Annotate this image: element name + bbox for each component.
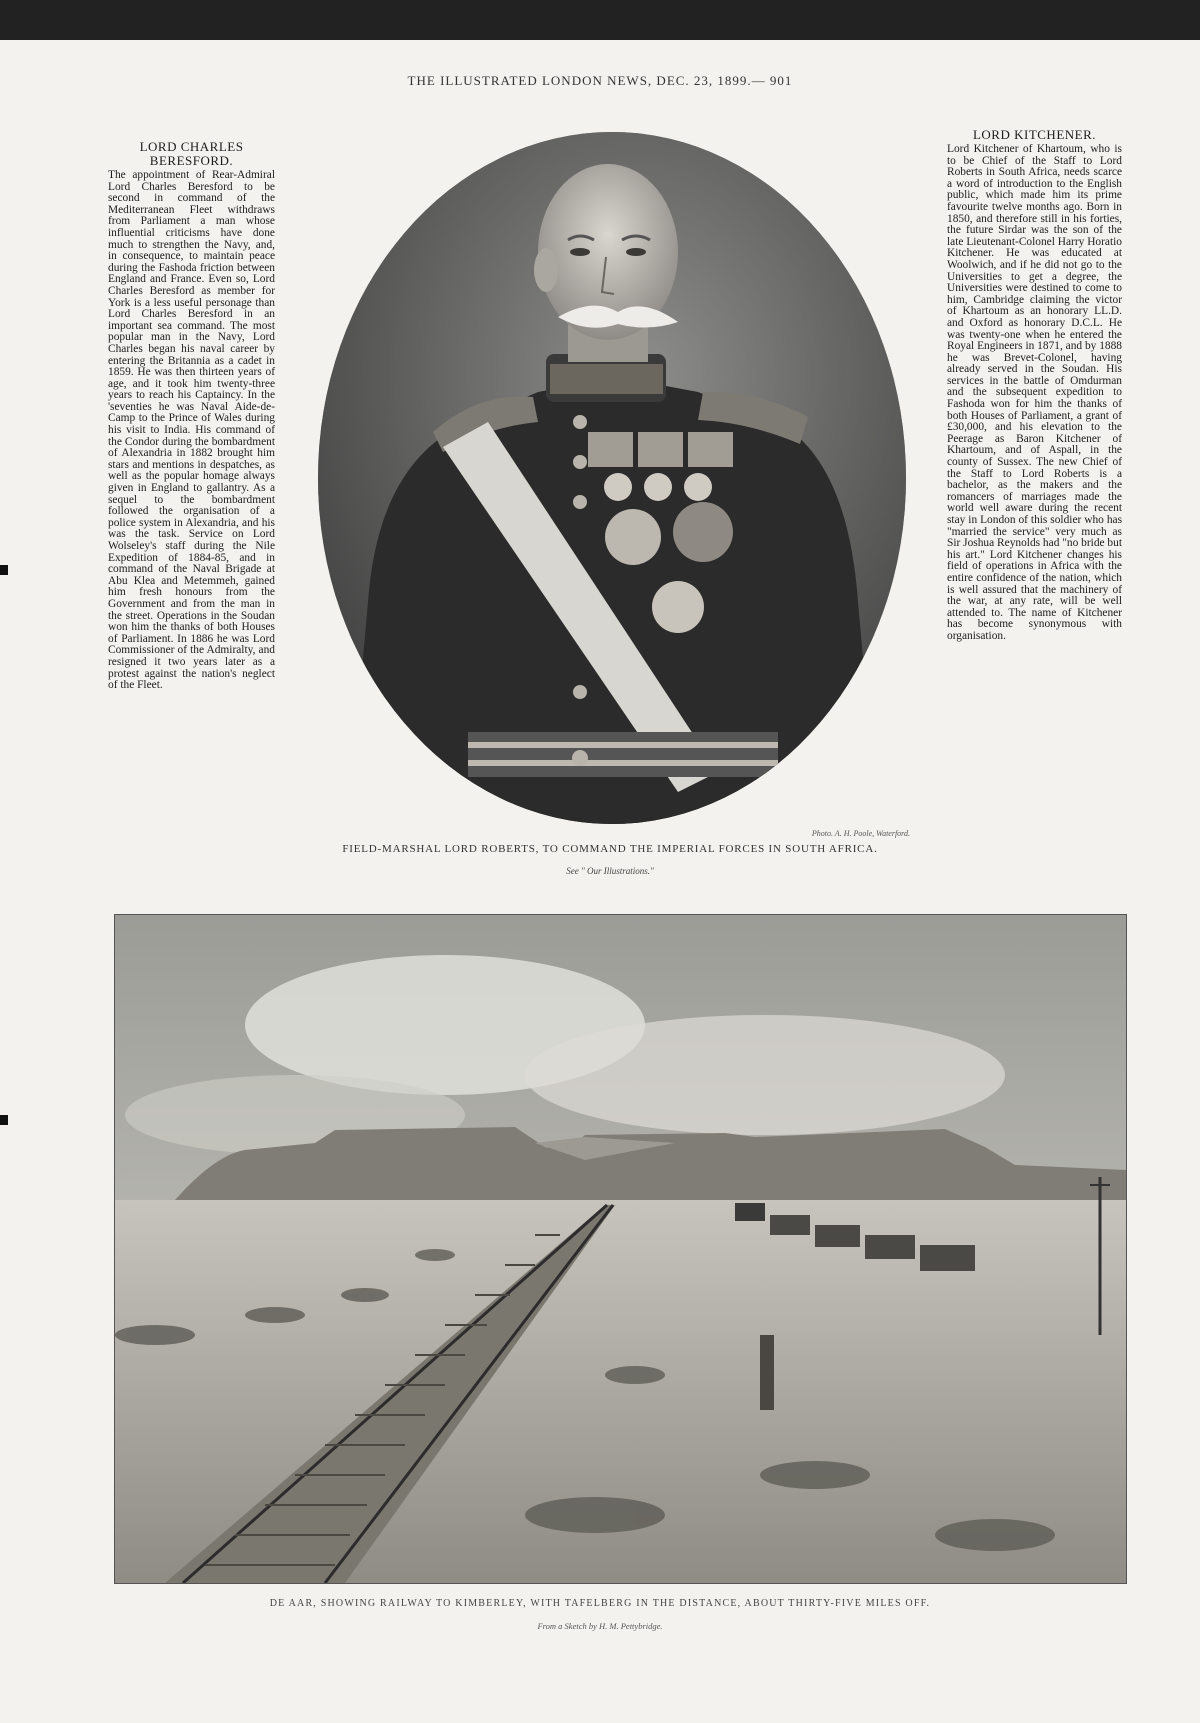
article-kitchener [947,128,1122,643]
portrait-photograph [318,132,906,824]
see-also-note: See " Our Illustrations." [566,866,654,876]
railway-landscape [115,915,1126,1583]
landscape-engraving [114,914,1127,1584]
article-body: The appointment of Rear-Admiral Lord Charles Beresford to be second in command of the Mediterranean Fleet withdraws from Parliament a man whose influential criticisms have done much to strengthen the Navy, and, in consequence, to maintain peace during the Fashoda friction between England and France. Even so, Lord Charles Beresford as member for York is a less useful personage than Lord Charles Beresford in an important sea command. The most popular man in the Navy, Lord Charles began his naval career by entering the Britannia as a cadet in 1859. He was then thirteen years of age, and it took him twenty-three years to reach his Captaincy. In the 'seventies he was Naval Aide-de-Camp to the Prince of Wales during his visit to India. His command of the Condor during the bombardment of Alexandria in 1882 brought him stars and mentions in despatches, as well as the popular homage always given in England to gallantry. As a sequel to the bombardment followed the organisation of a police system in Alexandria, and his was the task. Service on Lord Wolseley's staff during the Nile Expedition of 1884-85, and in command of the Naval Brigade at Abu Klea and Metemmeh, gained him fresh honours from the Government and from the man in the street. Operations in the Soudan won him the thanks of both Houses of Parliament. In 1886 he was Lord Commissioner of the Admiralty, and resigned it two years later as a protest against the nation's neglect of the Fleet. [108,169,275,692]
photo-credit: Photo. A. H. Poole, Waterford. [811,829,910,838]
article-beresford [108,140,275,692]
portrait-caption: FIELD-MARSHAL LORD ROBERTS, TO COMMAND THE IMPERIAL FORCES IN SOUTH AFRICA. [342,843,878,855]
portrait-engraving [318,132,906,824]
binding-mark [0,1115,8,1125]
article-body: Lord Kitchener of Khartoum, who is to be Chief of the Staff to Lord Roberts in South Africa, needs scarce a word of introduction to the English public, which made him its prime favourite twelve months ago. Born in 1850, and therefore still in his forties, the future Sirdar was the son of the late Lieutenant-Colonel Harry Horatio Kitchener. He was educated at Woolwich, and if he did not go to the Universities to get a degree, the Universities were destined to come to him, Cambridge claiming the victor of Khartoum as an honorary LL.D. and Oxford as honorary D.C.L. He was twenty-one when he entered the Royal Engineers in 1871, and by 1888 he was Brevet-Colonel, having already served in the Soudan. His services in the battle of Omdurman and the subsequent expedition to Fashoda won for him the thanks of both Houses of Parliament, a grant of £30,000, and his elevation to the Peerage as Baron Kitchener of Khartoum, and of Aspall, in the county of Sussex. The new Chief of the Staff to Lord Roberts is a bachelor, as the makers and the romancers of marriages made the world well aware during the recent stay in London of this soldier who has "married the service" very much as Sir Joshua Reynolds had "no bride but his art." Lord Kitchener changes his field of operations in Africa with the entire confidence of the nation, which is well assured that the machinery of the war, at any rate, will be well attended to. The name of Kitchener has become synonymous with organisation. [947,143,1122,642]
article-heading: LORD CHARLES BERESFORD. [139,139,244,168]
binding-mark [0,565,8,575]
sketch-credit: From a Sketch by H. M. Pettybridge. [537,1621,663,1631]
landscape-caption: DE AAR, SHOWING RAILWAY TO KIMBERLEY, WITH TAFELBERG IN THE DISTANCE, ABOUT THIRTY-FIVE MILES OFF. [269,1598,931,1609]
article-heading: LORD KITCHENER. [972,127,1097,142]
page-header: THE ILLUSTRATED LONDON NEWS, DEC. 23, 1899.— 901 [407,73,793,88]
